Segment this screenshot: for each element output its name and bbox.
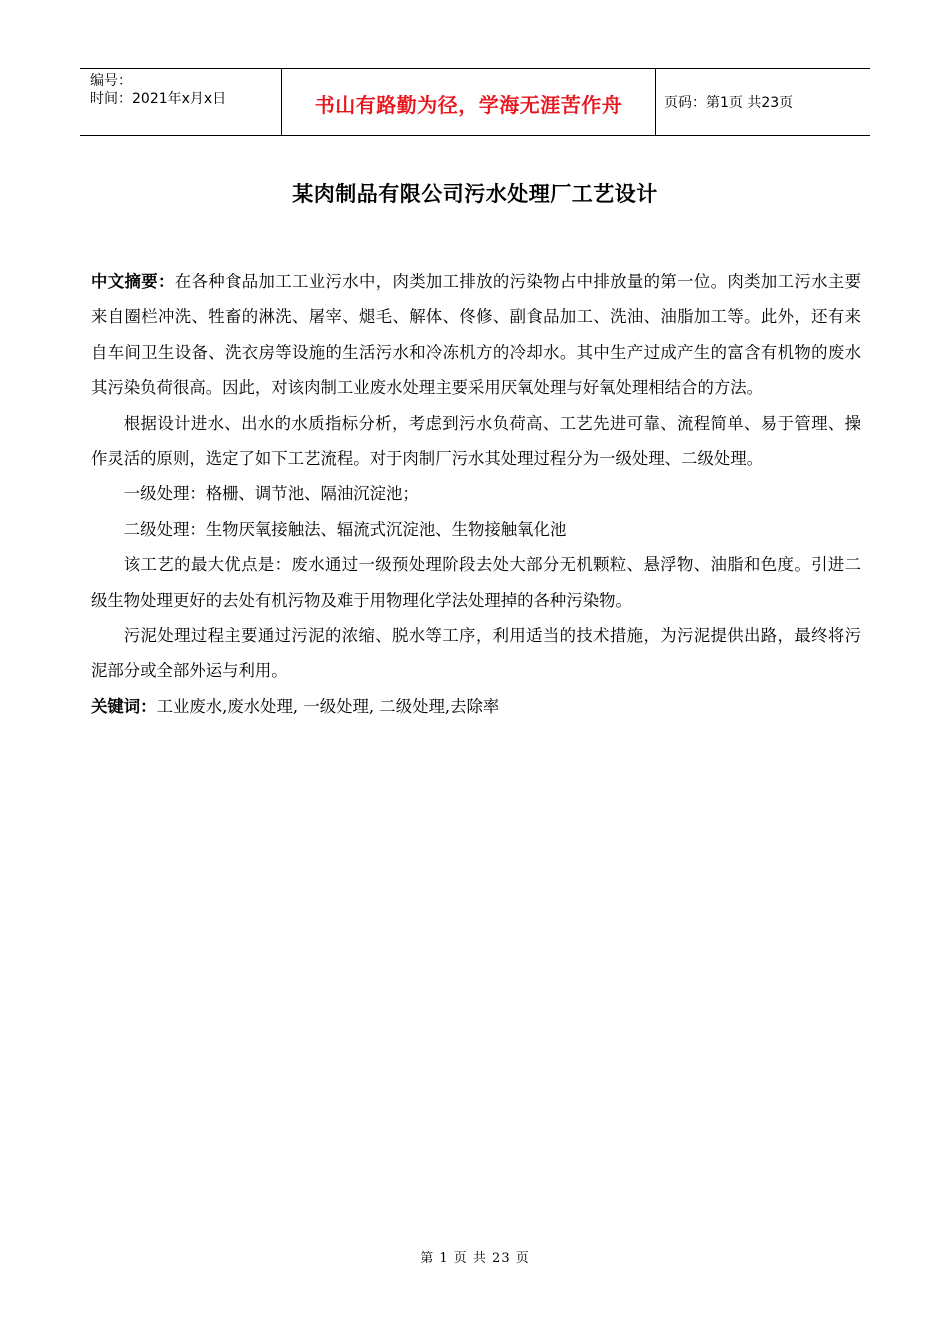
body-paragraph: 一级处理：格栅、调节池、隔油沉淀池； — [123, 484, 419, 504]
document-number-label: 编号： — [90, 73, 132, 89]
document-body — [91, 264, 861, 724]
header-table — [80, 68, 870, 136]
header-motto: 书山有路勤为径，学海无涯苦作舟 — [314, 92, 623, 117]
body-paragraph: 污泥处理过程主要通过污泥的浓缩、脱水等工序，利用适当的技术措施，为污泥提供出路，最终将污泥部分或全部外运与利用。 — [91, 626, 861, 681]
keywords-text: 工业废水,废水处理, 一级处理, 二级处理,去除率 — [156, 696, 500, 716]
header-motto-cell — [281, 69, 656, 135]
abstract-label: 中文摘要： — [91, 272, 175, 291]
keywords-label: 关键词： — [91, 696, 157, 716]
body-paragraph: 根据设计进水、出水的水质指标分析，考虑到污水负荷高、工艺先进可靠、流程简单、易于管理、操作灵活的原则，选定了如下工艺流程。对于肉制厂污水其处理过程分为一级处理、二级处理。 — [91, 413, 861, 469]
body-paragraph: 该工艺的最大优点是：废水通过一级预处理阶段去处大部分无机颗粒、悬浮物、油脂和色度。引进二级生物处理更好的去处有机污物及难于用物理化学法处理掉的各种污染物。 — [91, 555, 861, 610]
abstract-text: 在各种食品加工工业污水中，肉类加工排放的污染物占中排放量的第一位。肉类加工污水主要来自圈栏冲洗、牲畜的淋洗、屠宰、煺毛、解体、佟修、副食品加工、洗油、油脂加工等。此外，还有来自车间卫生设备、洗衣房等设施的生活污水和冷冻机方的冷却水。其中生产过成产生的富含有机物的废水其污染负荷很高。因此，对该肉制工业废水处理主要采用厌氧处理与好氧处理相结合的方法。 — [91, 272, 861, 398]
document-date-label: 时间：2021年x月x日 — [90, 91, 227, 107]
header-page-info: 页码：第1页 共23页 — [664, 95, 794, 111]
abstract-paragraph — [91, 264, 861, 406]
header-page-cell — [656, 69, 870, 135]
footer-page-number: 第 1 页 共 23 页 — [420, 1251, 530, 1266]
body-paragraph: 二级处理：生物厌氧接触法、辐流式沉淀池、生物接触氧化池 — [123, 519, 567, 539]
document-title: 某肉制品有限公司污水处理厂工艺设计 — [292, 182, 658, 206]
header-meta-cell — [80, 69, 281, 135]
keywords-paragraph — [91, 689, 861, 724]
